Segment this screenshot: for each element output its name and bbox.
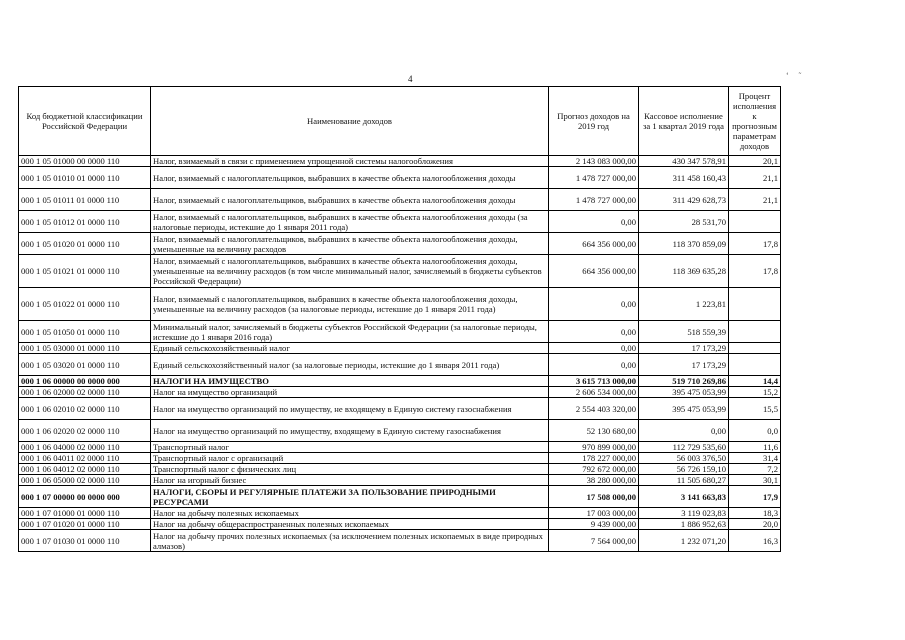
row-code: 000 1 06 04000 02 0000 110 [19, 442, 151, 453]
row-code: 000 1 05 01021 01 0000 110 [19, 255, 151, 288]
row-percent [729, 211, 781, 233]
row-forecast: 664 356 000,00 [549, 255, 639, 288]
table-row [19, 508, 781, 519]
row-forecast: 52 130 680,00 [549, 420, 639, 442]
row-percent [729, 354, 781, 376]
row-execution: 1 232 071,20 [639, 530, 729, 552]
row-name: НАЛОГИ, СБОРЫ И РЕГУЛЯРНЫЕ ПЛАТЕЖИ ЗА ПОЛЬЗОВАНИЕ ПРИРОДНЫМИ РЕСУРСАМИ [151, 486, 549, 508]
row-percent [729, 288, 781, 321]
row-code: 000 1 06 04012 02 0000 110 [19, 464, 151, 475]
row-name: Налог на имущество организаций по имуществу, не входящему в Единую систему газоснабжения [151, 398, 549, 420]
table-row [19, 167, 781, 189]
row-percent: 15,5 [729, 398, 781, 420]
row-code: 000 1 07 00000 00 0000 000 [19, 486, 151, 508]
table-row [19, 354, 781, 376]
row-name: Налог на добычу общераспространенных полезных ископаемых [151, 519, 549, 530]
row-forecast: 0,00 [549, 321, 639, 343]
row-name: Налог, взимаемый с налогоплательщиков, выбравших в качестве объекта налогообложения доходы, уменьшенные на величину расходов (в том числе минимальный налог, зачисляемый в бюджеты субъектов Российской Федерации) [151, 255, 549, 288]
table-row [19, 189, 781, 211]
table-row [19, 321, 781, 343]
row-name: Единый сельскохозяйственный налог [151, 343, 549, 354]
row-forecast: 2 143 083 000,00 [549, 156, 639, 167]
row-execution: 118 370 859,09 [639, 233, 729, 255]
row-name: НАЛОГИ НА ИМУЩЕСТВО [151, 376, 549, 387]
table-row [19, 442, 781, 453]
row-forecast: 178 227 000,00 [549, 453, 639, 464]
row-name: Налог на добычу полезных ископаемых [151, 508, 549, 519]
table-row [19, 343, 781, 354]
row-code: 000 1 07 01030 01 0000 110 [19, 530, 151, 552]
row-name: Налог, взимаемый с налогоплательщиков, выбравших в качестве объекта налогообложения доходы, уменьшенные на величину расходов (за налоговые периоды, истекшие до 1 января 2011 года) [151, 288, 549, 321]
row-name: Налог, взимаемый с налогоплательщиков, выбравших в качестве объекта налогообложения доходы [151, 167, 549, 189]
row-percent: 17,8 [729, 255, 781, 288]
row-code: 000 1 06 02020 02 0000 110 [19, 420, 151, 442]
row-execution: 0,00 [639, 420, 729, 442]
row-name: Налог на игорный бизнес [151, 475, 549, 486]
row-percent: 20,0 [729, 519, 781, 530]
row-execution: 395 475 053,99 [639, 387, 729, 398]
row-code: 000 1 05 01000 00 0000 110 [19, 156, 151, 167]
row-forecast: 2 606 534 000,00 [549, 387, 639, 398]
header-code: Код бюджетной классификации Российской Федерации [19, 87, 151, 156]
row-forecast: 970 899 000,00 [549, 442, 639, 453]
table-row [19, 387, 781, 398]
header-execution: Кассовое исполнение за 1 квартал 2019 года [639, 87, 729, 156]
row-percent: 30,1 [729, 475, 781, 486]
row-forecast: 2 554 403 320,00 [549, 398, 639, 420]
row-execution: 430 347 578,91 [639, 156, 729, 167]
row-name: Транспортный налог с организаций [151, 453, 549, 464]
header-percent: Процент исполнения к прогнозным параметрам доходов [729, 87, 781, 156]
table-row [19, 211, 781, 233]
row-name: Налог на имущество организаций по имуществу, входящему в Единую систему газоснабжения [151, 420, 549, 442]
row-execution: 1 886 952,63 [639, 519, 729, 530]
table-row [19, 464, 781, 475]
table-row [19, 156, 781, 167]
row-percent: 11,6 [729, 442, 781, 453]
row-percent: 31,4 [729, 453, 781, 464]
table-row [19, 288, 781, 321]
row-forecast: 0,00 [549, 354, 639, 376]
row-percent: 0,0 [729, 420, 781, 442]
row-execution: 3 119 023,83 [639, 508, 729, 519]
row-code: 000 1 06 05000 02 0000 110 [19, 475, 151, 486]
row-code: 000 1 05 01020 01 0000 110 [19, 233, 151, 255]
row-name: Налог на добычу прочих полезных ископаемых (за исключением полезных ископаемых в виде природных алмазов) [151, 530, 549, 552]
row-forecast: 7 564 000,00 [549, 530, 639, 552]
table-row [19, 233, 781, 255]
row-execution: 3 141 663,83 [639, 486, 729, 508]
row-execution: 56 726 159,10 [639, 464, 729, 475]
row-execution: 395 475 053,99 [639, 398, 729, 420]
table-row [19, 530, 781, 552]
row-name: Транспортный налог с физических лиц [151, 464, 549, 475]
row-forecast: 17 003 000,00 [549, 508, 639, 519]
row-forecast: 0,00 [549, 343, 639, 354]
header-forecast: Прогноз доходов на 2019 год [549, 87, 639, 156]
row-percent: 16,3 [729, 530, 781, 552]
row-execution: 17 173,29 [639, 354, 729, 376]
row-name: Налог, взимаемый с налогоплательщиков, выбравших в качестве объекта налогообложения доходы [151, 189, 549, 211]
corner-mark: ‘ ˜ [786, 71, 806, 80]
row-execution: 311 429 628,73 [639, 189, 729, 211]
row-forecast: 38 280 000,00 [549, 475, 639, 486]
table-row [19, 398, 781, 420]
row-execution: 311 458 160,43 [639, 167, 729, 189]
row-execution: 112 729 535,60 [639, 442, 729, 453]
row-name: Налог, взимаемый в связи с применением упрощенной системы налогообложения [151, 156, 549, 167]
page-number: 4 [408, 74, 413, 84]
row-code: 000 1 06 04011 02 0000 110 [19, 453, 151, 464]
row-code: 000 1 06 02000 02 0000 110 [19, 387, 151, 398]
row-code: 000 1 05 01011 01 0000 110 [19, 189, 151, 211]
row-percent: 17,9 [729, 486, 781, 508]
row-forecast: 9 439 000,00 [549, 519, 639, 530]
header-name: Наименование доходов [151, 87, 549, 156]
row-code: 000 1 05 01022 01 0000 110 [19, 288, 151, 321]
row-percent: 14,4 [729, 376, 781, 387]
row-percent [729, 343, 781, 354]
table-row-section [19, 486, 781, 508]
row-code: 000 1 06 00000 00 0000 000 [19, 376, 151, 387]
row-forecast: 1 478 727 000,00 [549, 189, 639, 211]
row-execution: 28 531,70 [639, 211, 729, 233]
row-execution: 56 003 376,50 [639, 453, 729, 464]
revenue-table [18, 86, 781, 552]
row-percent: 21,1 [729, 167, 781, 189]
row-percent: 21,1 [729, 189, 781, 211]
row-forecast: 1 478 727 000,00 [549, 167, 639, 189]
table-row [19, 475, 781, 486]
row-execution: 1 223,81 [639, 288, 729, 321]
row-name: Налог, взимаемый с налогоплательщиков, выбравших в качестве объекта налогообложения доходы, уменьшенные на величину расходов [151, 233, 549, 255]
row-execution: 518 559,39 [639, 321, 729, 343]
row-name: Транспортный налог [151, 442, 549, 453]
row-code: 000 1 05 03020 01 0000 110 [19, 354, 151, 376]
row-execution: 11 505 680,27 [639, 475, 729, 486]
row-forecast: 792 672 000,00 [549, 464, 639, 475]
row-code: 000 1 06 02010 02 0000 110 [19, 398, 151, 420]
row-percent: 17,8 [729, 233, 781, 255]
table-row [19, 255, 781, 288]
row-code: 000 1 05 01012 01 0000 110 [19, 211, 151, 233]
row-name: Единый сельскохозяйственный налог (за налоговые периоды, истекшие до 1 января 2011 года) [151, 354, 549, 376]
row-code: 000 1 07 01000 01 0000 110 [19, 508, 151, 519]
table-header-row [19, 87, 781, 156]
row-forecast: 3 615 713 000,00 [549, 376, 639, 387]
row-code: 000 1 05 01050 01 0000 110 [19, 321, 151, 343]
row-forecast: 0,00 [549, 288, 639, 321]
table-row [19, 453, 781, 464]
row-percent: 18,3 [729, 508, 781, 519]
table-row [19, 519, 781, 530]
table-row-section [19, 376, 781, 387]
row-forecast: 664 356 000,00 [549, 233, 639, 255]
row-forecast: 17 508 000,00 [549, 486, 639, 508]
row-code: 000 1 05 03000 01 0000 110 [19, 343, 151, 354]
row-code: 000 1 05 01010 01 0000 110 [19, 167, 151, 189]
row-execution: 519 710 269,86 [639, 376, 729, 387]
row-execution: 118 369 635,28 [639, 255, 729, 288]
row-execution: 17 173,29 [639, 343, 729, 354]
row-percent: 20,1 [729, 156, 781, 167]
row-name: Налог на имущество организаций [151, 387, 549, 398]
row-percent: 15,2 [729, 387, 781, 398]
row-code: 000 1 07 01020 01 0000 110 [19, 519, 151, 530]
row-forecast: 0,00 [549, 211, 639, 233]
row-percent [729, 321, 781, 343]
table-row [19, 420, 781, 442]
row-name: Налог, взимаемый с налогоплательщиков, выбравших в качестве объекта налогообложения доходы (за налоговые периоды, истекшие до 1 января 2011 года) [151, 211, 549, 233]
row-name: Минимальный налог, зачисляемый в бюджеты субъектов Российской Федерации (за налоговые периоды, истекшие до 1 января 2016 года) [151, 321, 549, 343]
row-percent: 7,2 [729, 464, 781, 475]
